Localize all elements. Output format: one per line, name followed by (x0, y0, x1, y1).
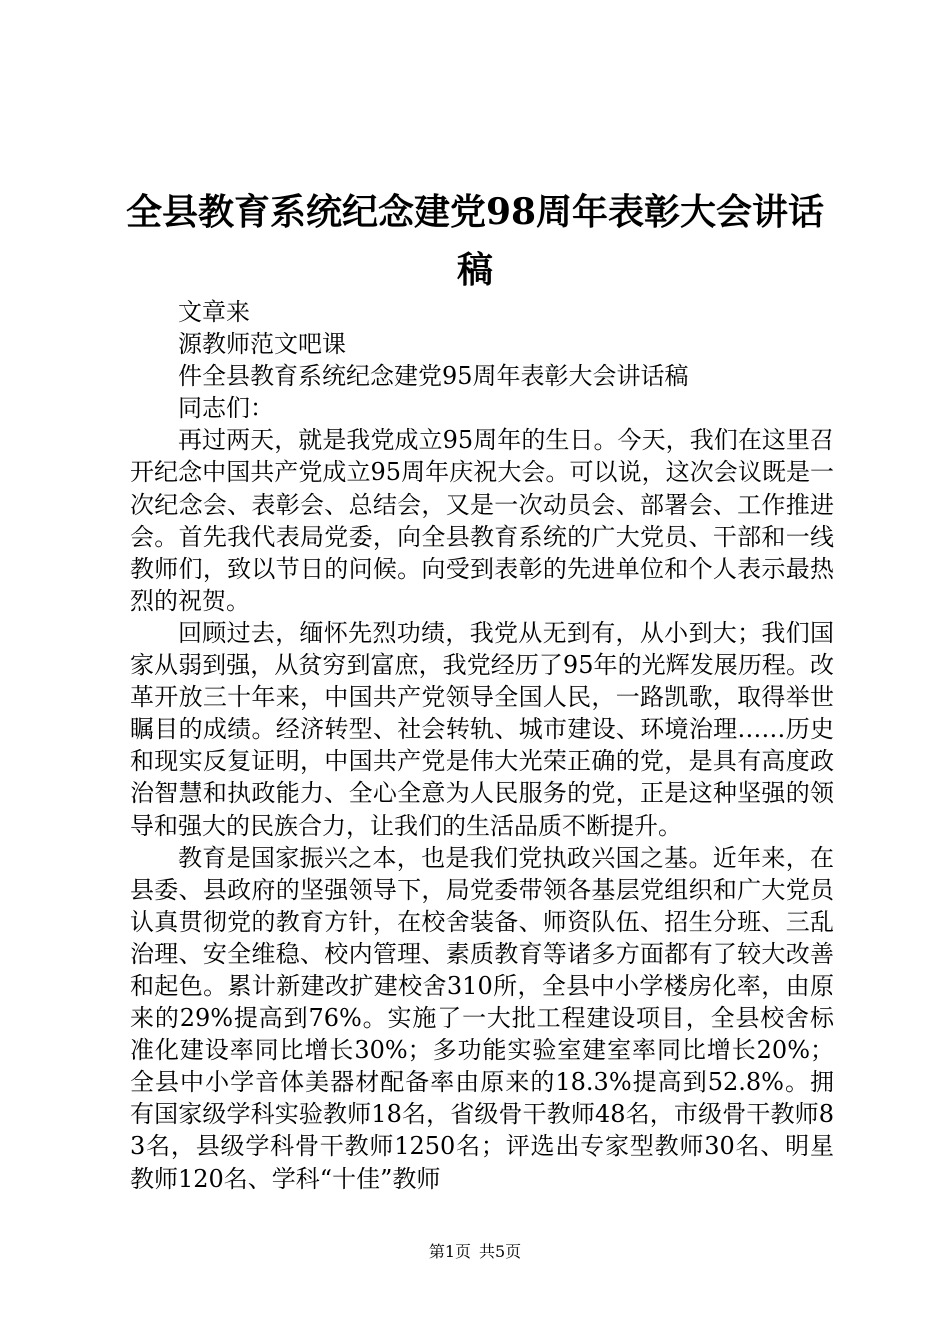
paragraph-1: 再过两天，就是我党成立95周年的生日。今天，我们在这里召开纪念中国共产党成立95周年庆祝大会。可以说，这次会议既是一次纪念会、表彰会、总结会，又是一次动员会、部署会、工作推进会。首先我代表局党委，向全县教育系统的广大党员、干部和一线教师们，致以节日的问候。向受到表彰的先进单位和个人表示最热烈的祝贺。 (130, 426, 834, 615)
source-line-2: 源教师范文吧课 (178, 330, 346, 359)
document-body (130, 296, 834, 1195)
source-line-3: 件全县教育系统纪念建党95周年表彰大会讲话稿 (178, 362, 689, 391)
document-title (100, 183, 850, 299)
paragraph-3: 教育是国家振兴之本，也是我们党执政兴国之基。近年来，在县委、县政府的坚强领导下，局党委带领各基层党组织和广大党员认真贯彻党的教育方针，在校舍装备、师资队伍、招生分班、三乱治理、安全维稳、校内管理、素质教育等诸多方面都有了较大改善和起色。累计新建改扩建校舍310所，全县中小学楼房化率，由原来的29%提高到76%。实施了一大批工程建设项目，全县校舍标准化建设率同比增长30%；多功能实验室建室率同比增长20%；全县中小学音体美器材配备率由原来的18.3%提高到52.8%。拥有国家级学科实验教师18名，省级骨干教师48名，市级骨干教师83名，县级学科骨干教师1250名；评选出专家型教师30名、明星教师120名、学科“十佳”教师 (130, 843, 834, 1193)
paragraph-2: 回顾过去，缅怀先烈功绩，我党从无到有，从小到大；我们国家从弱到强，从贫穷到富庶，我党经历了95年的光辉发展历程。改革开放三十年来，中国共产党领导全国人民，一路凯歌，取得举世瞩目的成绩。经济转型、社会转轨、城市建设、环境治理……历史和现实反复证明，中国共产党是伟大光荣正确的党，是具有高度政治智慧和执政能力、全心全意为人民服务的党，正是这种坚强的领导和强大的民族合力，让我们的生活品质不断提升。 (130, 618, 834, 840)
page-footer (0, 1242, 950, 1262)
page-total: 共5页 (479, 1242, 522, 1261)
source-line-1: 文章来 (178, 298, 250, 326)
title-line-1: 全县教育系统纪念建党98周年表彰大会讲话 (125, 191, 825, 233)
title-line-2: 稿 (456, 249, 493, 291)
salutation: 同志们： (178, 394, 274, 423)
page-number: 第1页 (428, 1242, 471, 1261)
